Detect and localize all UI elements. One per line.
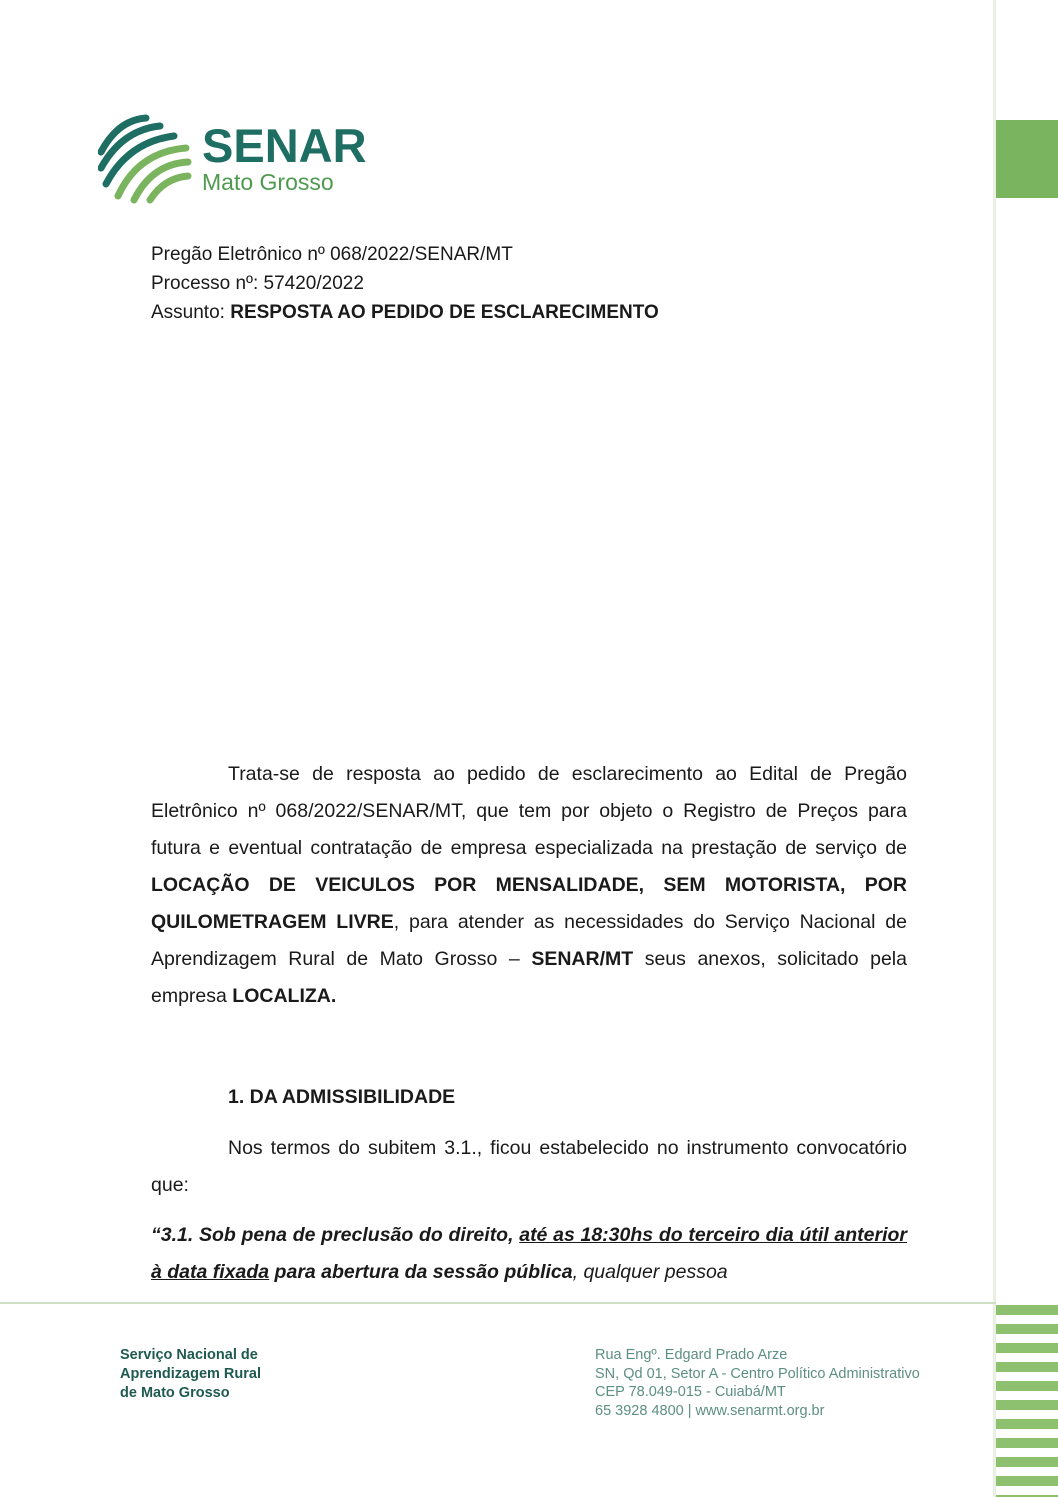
footer-org-line: Aprendizagem Rural	[120, 1366, 261, 1382]
quoted-clause	[151, 1217, 907, 1291]
process-tender-line: Pregão Eletrônico nº 068/2022/SENAR/MT	[151, 244, 513, 265]
quote-underlined-deadline: até as 18:30hs do terceiro dia útil anterior à data fixada	[151, 1224, 907, 1283]
admissibility-paragraph: Nos termos do subitem 3.1., ficou estabelecido no instrumento convocatório que:	[151, 1137, 907, 1196]
quote-bold-1: “3.1. Sob pena de preclusão do direito,	[151, 1224, 520, 1246]
senar-logo-icon	[98, 112, 373, 204]
intro-text-1: Trata-se de resposta ao pedido de esclarecimento ao Edital de Pregão Eletrônico nº 068/2022/SENAR/MT, que tem por objeto o Registro de Preços para futura e eventual contratação de empresa especializada na prestação de serviço de	[151, 763, 907, 859]
intro-text-3: seus anexos, solicitado pela empresa	[151, 948, 907, 1007]
senar-logo	[98, 112, 373, 204]
quote-bold-2: para abertura da sessão pública	[269, 1261, 573, 1283]
logo-brand-text: SENAR	[202, 119, 367, 172]
footer-address-line: CEP 78.049-015 - Cuiabá/MT	[595, 1384, 786, 1400]
intro-text-2: , para atender as necessidades do Serviço Nacional de Aprendizagem Rural de Mato Grosso –	[151, 911, 907, 970]
document-header	[151, 240, 659, 327]
footer-address-line: SN, Qd 01, Setor A - Centro Político Administrativo	[595, 1365, 920, 1382]
footer-organization	[120, 1346, 261, 1403]
intro-bold-company: LOCALIZA.	[232, 985, 337, 1007]
intro-bold-senar: SENAR/MT	[531, 948, 634, 970]
intro-bold-object: LOCAÇÃO DE VEICULOS POR MENSALIDADE, SEM MOTORISTA, POR QUILOMETRAGEM LIVRE	[151, 874, 907, 933]
footer-divider	[0, 1302, 996, 1304]
subject-label: Assunto:	[151, 302, 225, 323]
intro-paragraph	[151, 756, 907, 1015]
subject-value: RESPOSTA AO PEDIDO DE ESCLARECIMENTO	[230, 302, 659, 323]
footer-org-line: Serviço Nacional de	[120, 1347, 258, 1363]
footer-contact-line: 65 3928 4800 | www.senarmt.org.br	[595, 1402, 825, 1419]
quote-text-1: , qualquer pessoa	[572, 1261, 728, 1283]
logo-sub-text: Mato Grosso	[202, 169, 334, 195]
process-number-line: Processo nº: 57420/2022	[151, 273, 364, 294]
right-border-line	[993, 0, 996, 1497]
footer-address	[595, 1346, 920, 1420]
section-title: 1. DA ADMISSIBILIDADE	[228, 1086, 456, 1108]
subject-line	[151, 298, 659, 327]
green-accent-block	[996, 120, 1058, 198]
footer-address-line: Rua Engº. Edgard Prado Arze	[595, 1347, 788, 1363]
footer-org-line: de Mato Grosso	[120, 1385, 230, 1401]
green-stripes-decoration	[996, 1305, 1058, 1497]
